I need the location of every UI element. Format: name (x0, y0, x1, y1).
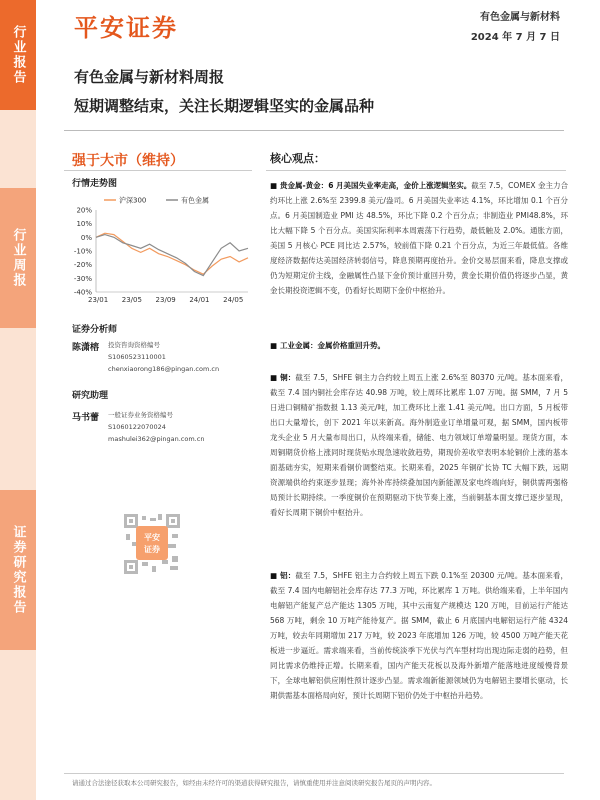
footer-disclaimer: 请通过合法途径获取本公司研究报告，如经由未经许可的渠道获得研究报告，请慎重使用并注意阅读研究报告尾页的声明内容。 (72, 779, 436, 787)
analyst-name: 陈潇榕 (72, 343, 100, 353)
core-views-title: 核心观点： (270, 152, 325, 165)
header-meta (471, 8, 560, 48)
report-title (74, 66, 374, 116)
series-line-0 (96, 233, 248, 274)
paragraph-copper (270, 370, 568, 520)
paragraph-aluminum (270, 568, 568, 703)
report-date: 2024 年 7 月 7 日 (470, 32, 560, 43)
bullet-icon: ■ (270, 181, 278, 190)
x-tick-label: 23/01 (88, 296, 109, 304)
qr-code[interactable] (122, 512, 182, 576)
legend-label-1: 有色金属 (181, 196, 209, 205)
aluminum-body: 截至 7.5，SHFE 铝主力合约较上周五下跌 0.1%至 20300 元/吨。基本面来看，截至 7.4 国内电解铝社会库存达 77.3 万吨，环比累库 1 万吨。供给端来看，上半年国内电解铝产能复产总产能达 1305 万吨，其中云南复产规模达 120 万吨，目前运行产能达 568 万吨，剩余 10 万吨产能待复产。据 SMM，截止 6 月底国内电解铝运行产能 4324 万吨，较去年同期增加 217 万吨，较 2023 年底增加 126 万吨，较 4500 万吨产能天花板进一步逼近。需求端来看，当前传统淡季下光伏与汽车型材均出现边际走弱的趋势，但同比需求仍维持正增。长期来看，国内产能天花板以及海外新增产能落地进度缓慢背景下，全球电解铝供应刚性预计逐步凸显。需求端新能源领域仍为电解铝主要增长驱动，长期供需基本面格局向好，预计长周期下铝价仍处于中枢抬升趋势。 (270, 571, 568, 700)
title-line-2: 短期调整结束，关注长期逻辑坚实的金属品种 (74, 97, 375, 115)
chart-section-label: 行情走势图 (72, 179, 118, 189)
company-logo: 平安证券 (74, 14, 178, 42)
bullet-icon: ■ (270, 373, 278, 382)
core-views-divider (266, 170, 566, 171)
analyst-license-number: S1060523110001 (108, 353, 166, 361)
qr-text-line-1: 平安 (144, 533, 160, 542)
qr-code-graphic (122, 512, 182, 576)
y-tick-label: -40% (73, 288, 92, 297)
copper-lead: 铜： (280, 373, 296, 382)
bullet-icon: ■ (270, 571, 278, 580)
price-trend-chart (64, 192, 254, 310)
y-tick-label: -20% (73, 261, 92, 270)
series-line-1 (96, 235, 248, 276)
sidebar-band (0, 0, 36, 800)
y-tick-label: 0% (80, 233, 92, 242)
x-tick-label: 23/05 (121, 296, 142, 304)
analyst-license-label: 投资咨询资格编号 (108, 341, 160, 349)
analyst-section-label: 证券分析师 (72, 325, 118, 335)
y-tick-label: -10% (73, 247, 92, 256)
assistant-license-label: 一般证券业务资格编号 (108, 411, 173, 419)
rating-label: 强于大市（维持） (72, 153, 184, 169)
x-tick-label: 24/05 (223, 296, 244, 304)
bullet-icon: ■ (270, 341, 278, 350)
paragraph-gold (270, 178, 568, 298)
assistant-name: 马书蕾 (72, 413, 100, 423)
gold-lead: 贵金属-黄金：6 月美国失业率走高，金价上涨逻辑坚实。 (280, 181, 472, 190)
paragraph-industrial-metals (270, 338, 568, 353)
analyst-email[interactable]: chenxiaorong186@pingan.com.cn (108, 365, 220, 373)
assistant-license-number: S1060122070024 (108, 423, 166, 431)
footer-divider (64, 773, 564, 774)
gold-body: 截至 7.5，COMEX 金主力合约环比上涨 2.6%至 2399.8 美元/盎司。6 月美国失业率达 4.1%，环比增加 0.1 个百分点。6 月美国制造业 PMI 达 48.5%，环比下降 0.2 个百分点；非制造业 PMI48.8%，环比大幅下降 5 个百分点。美国实际利率本周震荡下行趋势，最低触及 2.0%。通胀方面，美国 5 月核心 PCE 同比达 2.57%，较前值下降 0.21 个百分点，为近三年最低值。各维度经济数据传达美国经济转弱信号，降息预期再度抬升。金价交易层面来看，降息支撑或仍为短期定价主线，金融属性凸显下金价预计重回升势，黄金长期价值仍将逐步凸显，黄金长期投资逻辑不变，仍看好长周期下金价中枢抬升。 (270, 181, 568, 295)
left-column-divider (64, 170, 252, 171)
report-category: 有色金属与新材料 (480, 12, 560, 23)
y-tick-label: 10% (76, 220, 92, 229)
y-tick-label: -30% (73, 274, 92, 283)
legend-label-0: 沪深300 (119, 196, 147, 205)
qr-text-line-2: 证券 (144, 545, 160, 554)
chart-svg (64, 192, 254, 310)
sidebar-label-securities-research: 证券研究报告 (0, 490, 36, 650)
assistant-section-label: 研究助理 (72, 391, 109, 401)
title-divider (64, 130, 564, 131)
y-tick-label: 20% (76, 206, 92, 215)
x-tick-label: 24/01 (189, 296, 210, 304)
aluminum-lead: 铝： (280, 571, 296, 580)
sidebar-label-weekly: 行业周报 (0, 188, 36, 328)
assistant-email[interactable]: mashulei362@pingan.com.cn (108, 435, 205, 443)
x-tick-label: 23/09 (155, 296, 176, 304)
title-line-1: 有色金属与新材料周报 (74, 68, 225, 86)
sidebar-label-industry-report: 行业报告 (0, 0, 36, 110)
copper-body: 截至 7.5，SHFE 铜主力合约较上周五上涨 2.6%至 80370 元/吨。基本面来看，截至 7.4 国内铜社会库存达 40.98 万吨，较上周环比累库 1.07 万吨。据 SMM，7 月 5 日进口铜精矿指数报 1.13 美元/吨，加工费环比上涨 1.41 美元/吨。出口方面，5 月板带出口大量增长，创下 2021 年以来新高。海外制造业订单增量可观，据 SMM，国内板带龙头企业 5 月大量布局出口，从终端来看，储能、电力领域订单增量明显。现货方面，本周铜期货价格上涨同时现货贴水现急速收敛趋势，期现价差收窄表明本轮铜价上涨的基本面基础夯实，短期来看铜价调整结束。长期来看，2025 年铜矿长协 TC 大幅下跌，远期资源端供给约束逐步显现；海外补库持续叠加国内新能源及家电终端向好，铜供需两强格局预计长期持续。一季度铜价在预期驱动下快节奏上涨，当前铜基本面支撑已逐步显现，看好长周期下铜价中枢抬升。 (270, 373, 568, 517)
industrial-metals-lead: 工业金属：金属价格重回升势。 (280, 341, 385, 350)
